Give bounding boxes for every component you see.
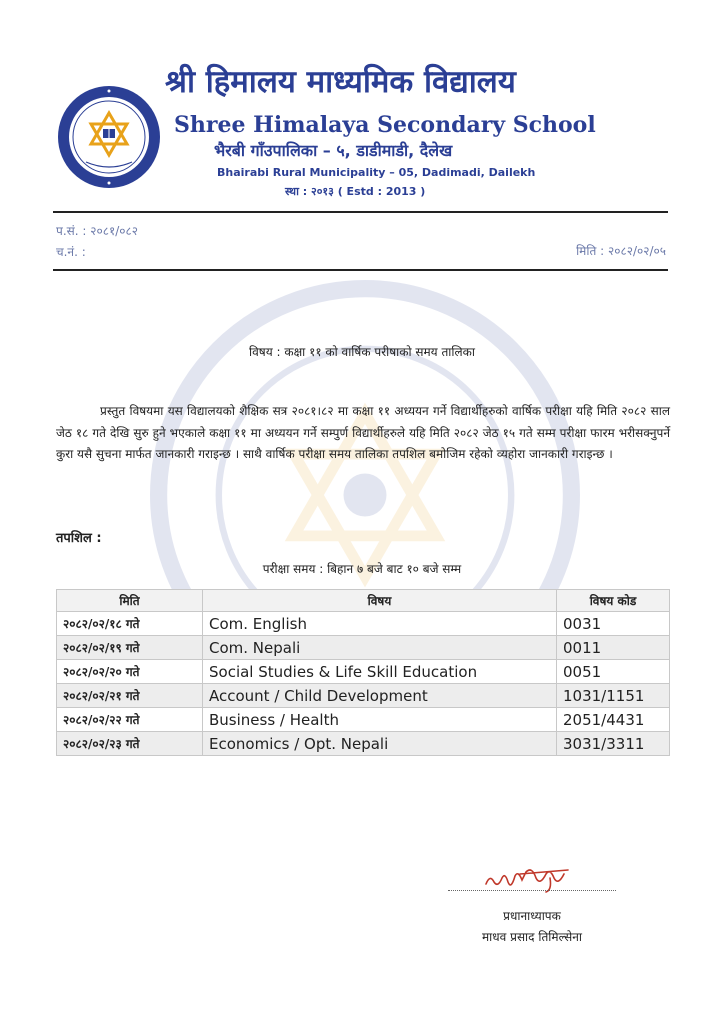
signatory-name: माधव प्रसाद तिमिल्सेना — [481, 930, 583, 944]
row-code: 3031/3311 — [557, 732, 670, 756]
established-year: स्था : २०१३ ( Estd : 2013 ) — [285, 185, 426, 198]
row-date: २०८२/०२/१९ गते — [57, 636, 203, 660]
table-row — [57, 636, 670, 660]
row-date: २०८२/०२/२० गते — [57, 660, 203, 684]
table-row — [57, 708, 670, 732]
reference-ps: प.सं. : २०८१/०८२ — [56, 224, 138, 238]
header-subject: विषय — [203, 590, 557, 612]
exam-time: परीक्षा समय : बिहान ७ बजे बाट १० बजे सम्म — [262, 562, 462, 576]
address-nepali: भैरबी गाँउपालिका – ५, डाडीमाडी, दैलेख — [214, 141, 453, 160]
letter-subject: विषय : कक्षा ११ को वार्षिक परीषाको समय तालिका — [249, 345, 475, 359]
row-subject: Business / Health — [203, 708, 557, 732]
reference-divider — [53, 269, 668, 271]
signatory-role: प्रधानाध्यापक — [503, 909, 561, 923]
table-row — [57, 612, 670, 636]
exam-schedule-table — [56, 589, 670, 756]
row-date: २०८२/०२/२२ गते — [57, 708, 203, 732]
table-row — [57, 660, 670, 684]
header-date: मिति — [57, 590, 203, 612]
row-subject: Economics / Opt. Nepali — [203, 732, 557, 756]
row-code: 0051 — [557, 660, 670, 684]
row-subject: Social Studies & Life Skill Education — [203, 660, 557, 684]
signature-line — [448, 890, 616, 891]
row-code: 0031 — [557, 612, 670, 636]
letter-date: मिति : २०८२/०२/०५ — [576, 244, 666, 258]
row-subject: Com. Nepali — [203, 636, 557, 660]
header-divider — [53, 211, 668, 213]
handwritten-signature — [480, 862, 580, 898]
table-header-row — [57, 590, 670, 612]
table-row — [57, 732, 670, 756]
school-name-nepali: श्री हिमालय माध्यमिक विद्यालय — [165, 64, 516, 100]
row-subject: Account / Child Development — [203, 684, 557, 708]
row-date: २०८२/०२/१८ गते — [57, 612, 203, 636]
school-name-english: Shree Himalaya Secondary School — [174, 112, 596, 138]
row-subject: Com. English — [203, 612, 557, 636]
details-label: तपशिल : — [56, 531, 102, 546]
school-emblem-logo — [56, 84, 162, 190]
row-code: 1031/1151 — [557, 684, 670, 708]
row-code: 0011 — [557, 636, 670, 660]
reference-cn: च.नं. : — [56, 245, 86, 259]
address-english: Bhairabi Rural Municipality – 05, Dadimadi, Dailekh — [217, 166, 536, 179]
row-date: २०८२/०२/२३ गते — [57, 732, 203, 756]
table-row — [57, 684, 670, 708]
body-paragraph — [56, 401, 670, 466]
row-date: २०८२/०२/२१ गते — [57, 684, 203, 708]
row-code: 2051/4431 — [557, 708, 670, 732]
body-text: प्रस्तुत विषयमा यस विद्यालयको शैक्षिक सत्र २०८१।८२ मा कक्षा ११ अध्ययन गर्ने विद्यार्थीहरुको वार्षिक परीक्षा यहि मिति २०८२ साल जेठ १८ गते देखि सुरु हुने भएकाले कक्षा ११ मा अध्ययन गर्ने सम्पुर्ण विद्यार्थीहरुले यहि मिति २०८२ जेठ १५ गते सम्म परीक्षा फारम भरीसक्नुपर्ने कुरा यसै सुचना मार्फत जानकारी गराइन्छ । साथै वार्षिक परीक्षा समय तालिका तपशिल बमोजिम रहेको व्यहोरा जानकारी गराइन्छ । — [56, 404, 670, 461]
header-subject-code: विषय कोड — [557, 590, 670, 612]
